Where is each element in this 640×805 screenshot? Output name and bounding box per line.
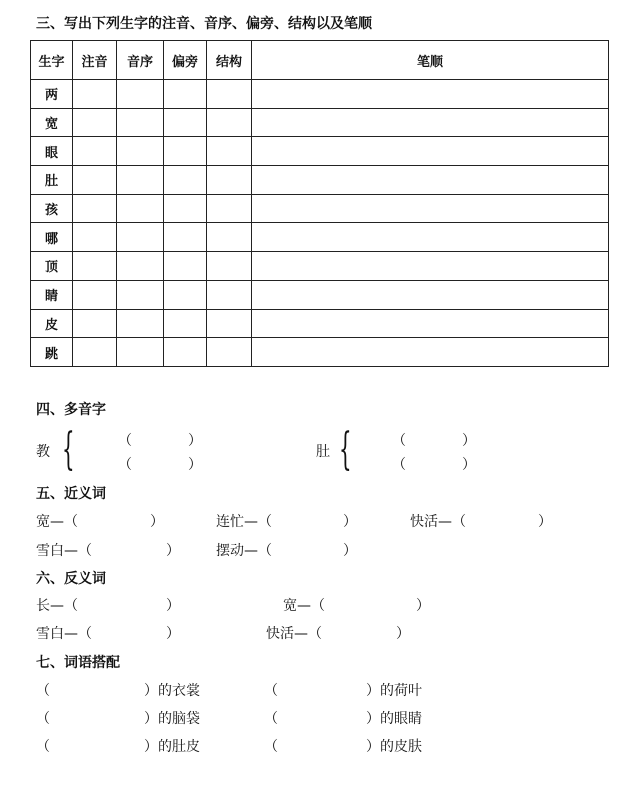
pinyin-cell[interactable] — [73, 108, 117, 137]
pinyin-cell[interactable] — [73, 338, 117, 367]
synonym-item: 连忙—（ — [216, 514, 272, 530]
stroke-cell[interactable] — [252, 166, 609, 195]
stroke-cell[interactable] — [252, 137, 609, 166]
structure-cell[interactable] — [207, 309, 252, 338]
char-cell: 孩 — [31, 194, 73, 223]
radical-cell[interactable] — [164, 194, 207, 223]
antonym-close: ） — [166, 626, 180, 642]
stroke-cell[interactable] — [252, 194, 609, 223]
structure-cell[interactable] — [207, 108, 252, 137]
section7-title: 七、词语搭配 — [36, 655, 120, 671]
left-brace-icon: { — [339, 424, 352, 475]
table-row — [31, 252, 609, 281]
section5-title: 五、近义词 — [36, 486, 106, 502]
antonym-item: 快活—（ — [266, 626, 322, 642]
structure-cell[interactable] — [207, 252, 252, 281]
antonym-item: 长—（ — [36, 598, 78, 614]
polyphone-2-blank-1[interactable]: （ ） — [392, 433, 476, 449]
table-row — [31, 166, 609, 195]
stroke-cell[interactable] — [252, 309, 609, 338]
header-pinyin: 注音 — [73, 41, 117, 80]
char-cell: 哪 — [31, 223, 73, 252]
initial-cell[interactable] — [117, 80, 164, 109]
char-cell: 两 — [31, 80, 73, 109]
initial-cell[interactable] — [117, 223, 164, 252]
header-initial: 音序 — [117, 41, 164, 80]
char-cell: 皮 — [31, 309, 73, 338]
initial-cell[interactable] — [117, 108, 164, 137]
pinyin-cell[interactable] — [73, 137, 117, 166]
char-cell: 眼 — [31, 137, 73, 166]
synonym-item: 摆动—（ — [216, 543, 272, 559]
structure-cell[interactable] — [207, 166, 252, 195]
stroke-cell[interactable] — [252, 223, 609, 252]
match-item: ）的肚皮 — [144, 739, 200, 755]
synonym-item: 快活—（ — [410, 514, 466, 530]
table-row — [31, 108, 609, 137]
pinyin-cell[interactable] — [73, 80, 117, 109]
radical-cell[interactable] — [164, 80, 207, 109]
stroke-cell[interactable] — [252, 108, 609, 137]
initial-cell[interactable] — [117, 280, 164, 309]
stroke-cell[interactable] — [252, 338, 609, 367]
antonym-item: 宽—（ — [283, 598, 325, 614]
synonym-close: ） — [538, 514, 552, 530]
table-header-row — [31, 41, 609, 80]
table-row — [31, 280, 609, 309]
stroke-cell[interactable] — [252, 80, 609, 109]
match-open: （ — [36, 739, 50, 755]
radical-cell[interactable] — [164, 252, 207, 281]
match-open: （ — [36, 683, 50, 699]
stroke-cell[interactable] — [252, 252, 609, 281]
polyphone-1-blank-2[interactable]: （ ） — [118, 457, 202, 473]
match-open: （ — [264, 711, 278, 727]
match-item: ）的脑袋 — [144, 711, 200, 727]
structure-cell[interactable] — [207, 80, 252, 109]
structure-cell[interactable] — [207, 194, 252, 223]
antonym-item: 雪白—（ — [36, 626, 92, 642]
char-cell: 肚 — [31, 166, 73, 195]
synonym-close: ） — [343, 543, 357, 559]
table-row — [31, 309, 609, 338]
pinyin-cell[interactable] — [73, 309, 117, 338]
initial-cell[interactable] — [117, 137, 164, 166]
pinyin-cell[interactable] — [73, 166, 117, 195]
synonym-close: ） — [150, 514, 164, 530]
header-stroke-order: 笔顺 — [252, 41, 609, 80]
section3-title: 三、写出下列生字的注音、音序、偏旁、结构以及笔顺 — [36, 16, 372, 32]
radical-cell[interactable] — [164, 338, 207, 367]
header-structure: 结构 — [207, 41, 252, 80]
radical-cell[interactable] — [164, 166, 207, 195]
antonym-close: ） — [396, 626, 410, 642]
initial-cell[interactable] — [117, 252, 164, 281]
synonym-item: 雪白—（ — [36, 543, 92, 559]
radical-cell[interactable] — [164, 137, 207, 166]
character-table — [30, 40, 609, 367]
structure-cell[interactable] — [207, 223, 252, 252]
match-open: （ — [36, 711, 50, 727]
synonym-close: ） — [166, 543, 180, 559]
table-row — [31, 194, 609, 223]
pinyin-cell[interactable] — [73, 280, 117, 309]
radical-cell[interactable] — [164, 108, 207, 137]
antonym-close: ） — [416, 598, 430, 614]
char-cell: 睛 — [31, 280, 73, 309]
match-open: （ — [264, 683, 278, 699]
initial-cell[interactable] — [117, 338, 164, 367]
radical-cell[interactable] — [164, 223, 207, 252]
char-cell: 跳 — [31, 338, 73, 367]
polyphone-char-2: 肚 — [316, 444, 330, 460]
stroke-cell[interactable] — [252, 280, 609, 309]
radical-cell[interactable] — [164, 280, 207, 309]
left-brace-icon: { — [62, 424, 75, 475]
polyphone-1-blank-1[interactable]: （ ） — [118, 433, 202, 449]
table-row — [31, 80, 609, 109]
char-cell: 宽 — [31, 108, 73, 137]
polyphone-2-blank-2[interactable]: （ ） — [392, 457, 476, 473]
header-radical: 偏旁 — [164, 41, 207, 80]
match-item: ）的荷叶 — [366, 683, 422, 699]
section4-title: 四、多音字 — [36, 402, 106, 418]
header-character: 生字 — [31, 41, 73, 80]
pinyin-cell[interactable] — [73, 194, 117, 223]
section6-title: 六、反义词 — [36, 571, 106, 587]
structure-cell[interactable] — [207, 280, 252, 309]
char-cell: 顶 — [31, 252, 73, 281]
match-item: ）的皮肤 — [366, 739, 422, 755]
radical-cell[interactable] — [164, 309, 207, 338]
structure-cell[interactable] — [207, 338, 252, 367]
match-open: （ — [264, 739, 278, 755]
table-row — [31, 137, 609, 166]
table-row — [31, 223, 609, 252]
pinyin-cell[interactable] — [73, 252, 117, 281]
antonym-close: ） — [166, 598, 180, 614]
initial-cell[interactable] — [117, 309, 164, 338]
polyphone-char-1: 教 — [36, 444, 50, 460]
pinyin-cell[interactable] — [73, 223, 117, 252]
structure-cell[interactable] — [207, 137, 252, 166]
match-item: ）的眼睛 — [366, 711, 422, 727]
initial-cell[interactable] — [117, 194, 164, 223]
synonym-item: 宽—（ — [36, 514, 78, 530]
initial-cell[interactable] — [117, 166, 164, 195]
match-item: ）的衣裳 — [144, 683, 200, 699]
table-row — [31, 338, 609, 367]
synonym-close: ） — [343, 514, 357, 530]
